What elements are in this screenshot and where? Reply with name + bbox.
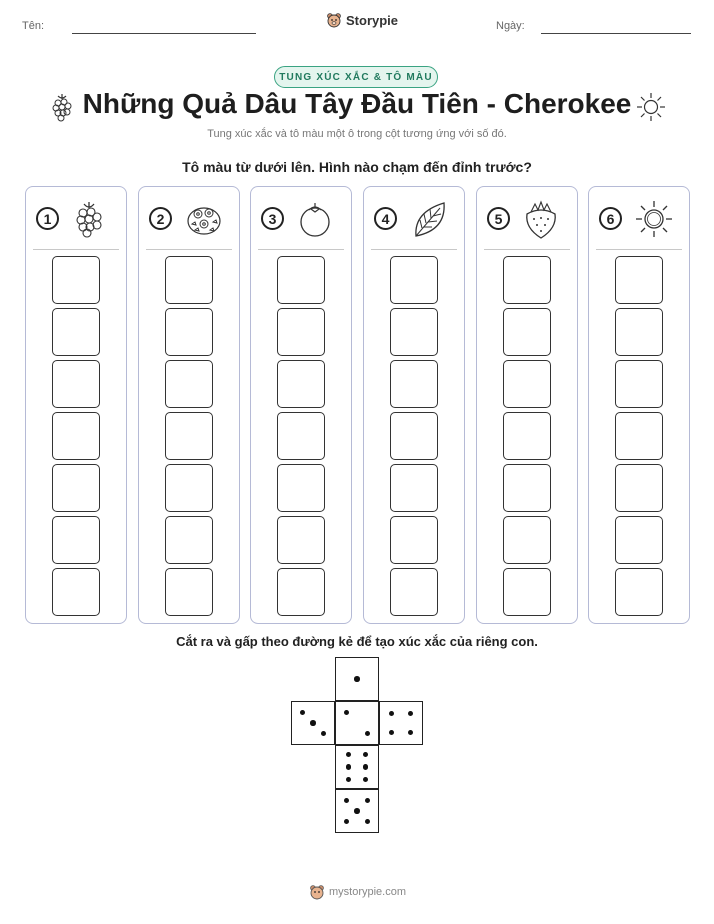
sun-icon	[636, 92, 666, 122]
color-cell[interactable]	[277, 516, 325, 564]
color-cell[interactable]	[277, 568, 325, 616]
dice-pip	[363, 764, 369, 770]
color-cell[interactable]	[615, 516, 663, 564]
color-cell[interactable]	[503, 308, 551, 356]
dice-face	[335, 657, 379, 701]
color-cell[interactable]	[615, 412, 663, 460]
column-number: 1	[36, 207, 59, 230]
dice-pip	[389, 711, 395, 717]
color-cell[interactable]	[165, 516, 213, 564]
subtitle: Tung xúc xắc và tô màu một ô trong cột tương ứng với số đó.	[207, 128, 507, 140]
color-cell[interactable]	[165, 360, 213, 408]
column-6	[588, 186, 690, 624]
bear-icon	[326, 12, 342, 28]
color-cell[interactable]	[165, 464, 213, 512]
dice-pip	[408, 711, 414, 717]
color-cell[interactable]	[615, 360, 663, 408]
dice-face	[335, 789, 379, 833]
color-cell[interactable]	[615, 256, 663, 304]
color-cell[interactable]	[390, 256, 438, 304]
dice-pip	[365, 819, 371, 825]
color-cell[interactable]	[277, 256, 325, 304]
color-cell[interactable]	[52, 256, 100, 304]
color-cell[interactable]	[277, 308, 325, 356]
color-cell[interactable]	[52, 308, 100, 356]
dice-pip	[346, 764, 352, 770]
color-cell[interactable]	[390, 568, 438, 616]
date-label: Ngày:	[496, 20, 525, 32]
color-cell[interactable]	[503, 568, 551, 616]
color-cell[interactable]	[615, 464, 663, 512]
logo-text: Storypie	[346, 12, 399, 28]
color-cell[interactable]	[390, 308, 438, 356]
color-cell[interactable]	[277, 412, 325, 460]
dice-pip	[408, 730, 414, 736]
tomato-icon	[297, 200, 333, 238]
dice-pip	[363, 752, 369, 758]
dice-pip	[346, 777, 352, 783]
dice-pip	[310, 720, 316, 726]
color-cell[interactable]	[390, 464, 438, 512]
color-cell[interactable]	[615, 308, 663, 356]
color-cell[interactable]	[52, 464, 100, 512]
color-cell[interactable]	[503, 360, 551, 408]
leaf-icon	[410, 200, 448, 240]
page-title: Những Quả Dâu Tây Đầu Tiên - Cherokee	[82, 88, 632, 119]
dice-pip	[365, 731, 371, 737]
color-cell[interactable]	[52, 412, 100, 460]
sun-icon	[635, 200, 673, 238]
dice-pip	[321, 731, 327, 737]
color-cell[interactable]	[390, 412, 438, 460]
dice-pip	[354, 676, 360, 682]
flower-bush-icon	[185, 200, 223, 238]
dice-face	[291, 701, 335, 745]
color-cell[interactable]	[503, 464, 551, 512]
color-cell[interactable]	[390, 516, 438, 564]
footer	[309, 884, 406, 900]
dice-pip	[389, 730, 395, 736]
dice-face	[379, 701, 423, 745]
blackberry-icon	[72, 200, 106, 238]
dice-pip	[344, 798, 350, 804]
dice-face	[335, 745, 379, 789]
name-line[interactable]	[72, 33, 256, 34]
color-cell[interactable]	[52, 516, 100, 564]
color-cell[interactable]	[165, 412, 213, 460]
dice-pip	[300, 710, 306, 716]
color-cell[interactable]	[503, 256, 551, 304]
column-number: 4	[374, 207, 397, 230]
color-cell[interactable]	[165, 308, 213, 356]
column-number: 2	[149, 207, 172, 230]
strawberry-icon	[523, 200, 559, 240]
dice-pip	[363, 777, 369, 783]
column-1	[25, 186, 127, 624]
column-number: 5	[487, 207, 510, 230]
column-3	[250, 186, 352, 624]
storypie-logo	[326, 12, 398, 28]
name-label: Tên:	[22, 20, 45, 32]
color-cell[interactable]	[503, 412, 551, 460]
bear-icon	[309, 884, 325, 900]
dice-face	[335, 701, 379, 745]
dice-pip	[344, 710, 350, 716]
color-cell[interactable]	[165, 568, 213, 616]
column-4	[363, 186, 465, 624]
dice-pip	[354, 808, 360, 814]
footer-url: mystorypie.com	[329, 886, 407, 898]
color-cell[interactable]	[52, 568, 100, 616]
instruction: Tô màu từ dưới lên. Hình nào chạm đến đỉnh trước?	[182, 159, 532, 175]
dice-pip	[344, 819, 350, 825]
color-cell[interactable]	[615, 568, 663, 616]
activity-badge: TUNG XÚC XẮC & TÔ MÀU	[274, 66, 438, 88]
column-number: 3	[261, 207, 284, 230]
color-cell[interactable]	[52, 360, 100, 408]
column-5	[476, 186, 578, 624]
dice-pip	[346, 752, 352, 758]
column-number: 6	[599, 207, 622, 230]
date-line[interactable]	[541, 33, 691, 34]
color-cell[interactable]	[277, 464, 325, 512]
color-cell[interactable]	[503, 516, 551, 564]
color-cell[interactable]	[277, 360, 325, 408]
color-cell[interactable]	[390, 360, 438, 408]
dice-instruction: Cắt ra và gấp theo đường kẻ để tạo xúc xắc của riêng con.	[176, 634, 538, 649]
column-2	[138, 186, 240, 624]
dice-pip	[365, 798, 371, 804]
color-cell[interactable]	[165, 256, 213, 304]
